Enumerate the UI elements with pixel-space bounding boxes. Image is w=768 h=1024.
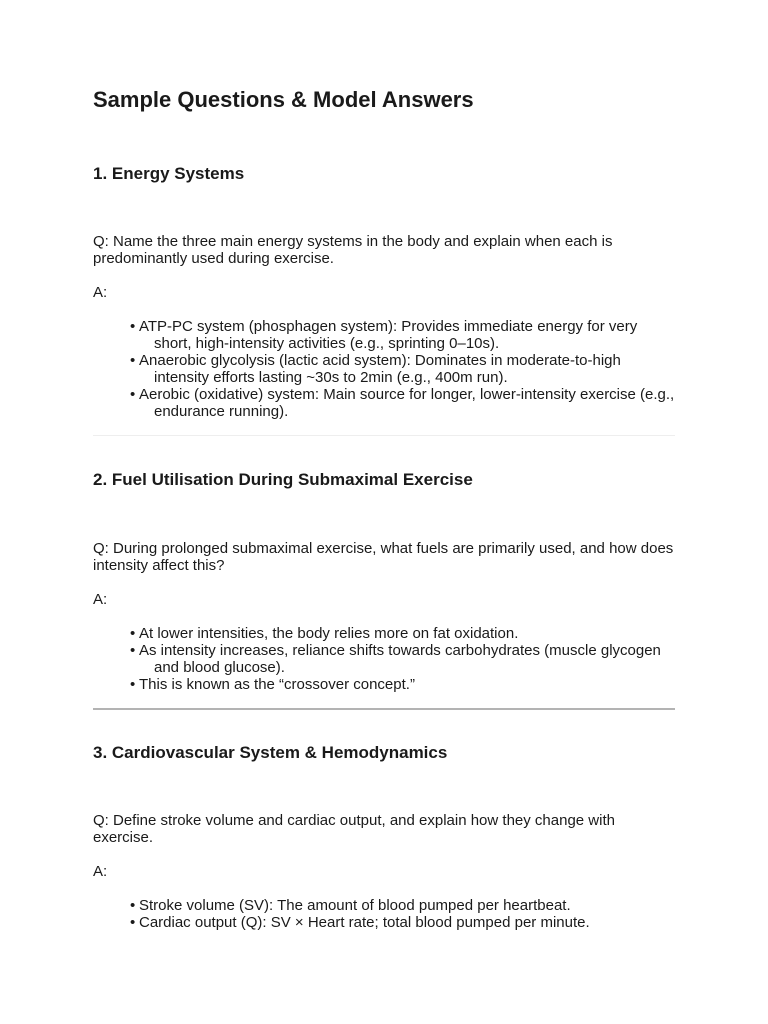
list-item: • As intensity increases, reliance shifts towards carbohydrates (muscle glycogen and blood glucose). [130, 642, 661, 676]
question-text: Q: Name the three main energy systems in the body and explain when each is predominantly used during exercise. [93, 233, 613, 267]
page-title: Sample Questions & Model Answers [93, 87, 474, 112]
list-item: • Aerobic (oxidative) system: Main source for longer, lower-intensity exercise (e.g., endurance running). [130, 386, 675, 420]
list-item: • Stroke volume (SV): The amount of blood pumped per heartbeat. [130, 897, 571, 914]
answer-list [130, 318, 675, 420]
section-energy-systems [93, 163, 675, 420]
list-item: • At lower intensities, the body relies more on fat oxidation. [130, 625, 519, 642]
section-fuel-utilisation [93, 469, 675, 693]
bullet-icon: • [130, 352, 136, 369]
bullet-icon: • [130, 386, 136, 403]
bullet-icon: • [130, 897, 136, 914]
bullet-icon: • [130, 318, 136, 335]
bullet-icon: • [130, 676, 136, 693]
section-cardiovascular [93, 742, 675, 931]
section-title: 2. Fuel Utilisation During Submaximal Exercise [93, 470, 473, 489]
bullet-icon: • [130, 642, 136, 659]
section-divider [93, 708, 675, 710]
section-divider [93, 435, 675, 436]
section-title: 1. Energy Systems [93, 164, 245, 183]
answer-list [130, 625, 675, 693]
list-item: • Anaerobic glycolysis (lactic acid system): Dominates in moderate-to-high intensity efforts lasting ~30s to 2min (e.g., 400m run). [130, 352, 621, 386]
answer-label: A: [93, 863, 108, 880]
question-text: Q: Define stroke volume and cardiac output, and explain how they change with exercise. [93, 812, 615, 846]
question-text: Q: During prolonged submaximal exercise, what fuels are primarily used, and how does intensity affect this? [93, 540, 674, 574]
bullet-icon: • [130, 914, 136, 931]
bullet-icon: • [130, 625, 136, 642]
answer-label: A: [93, 284, 108, 301]
list-item: • Cardiac output (Q): SV × Heart rate; total blood pumped per minute. [130, 914, 590, 931]
answer-label: A: [93, 591, 108, 608]
section-title: 3. Cardiovascular System & Hemodynamics [93, 743, 448, 762]
answer-list [130, 897, 675, 931]
list-item: • ATP-PC system (phosphagen system): Provides immediate energy for very short, high-intensity activities (e.g., sprinting 0–10s). [130, 318, 638, 352]
list-item: • This is known as the “crossover concept.” [130, 676, 415, 693]
